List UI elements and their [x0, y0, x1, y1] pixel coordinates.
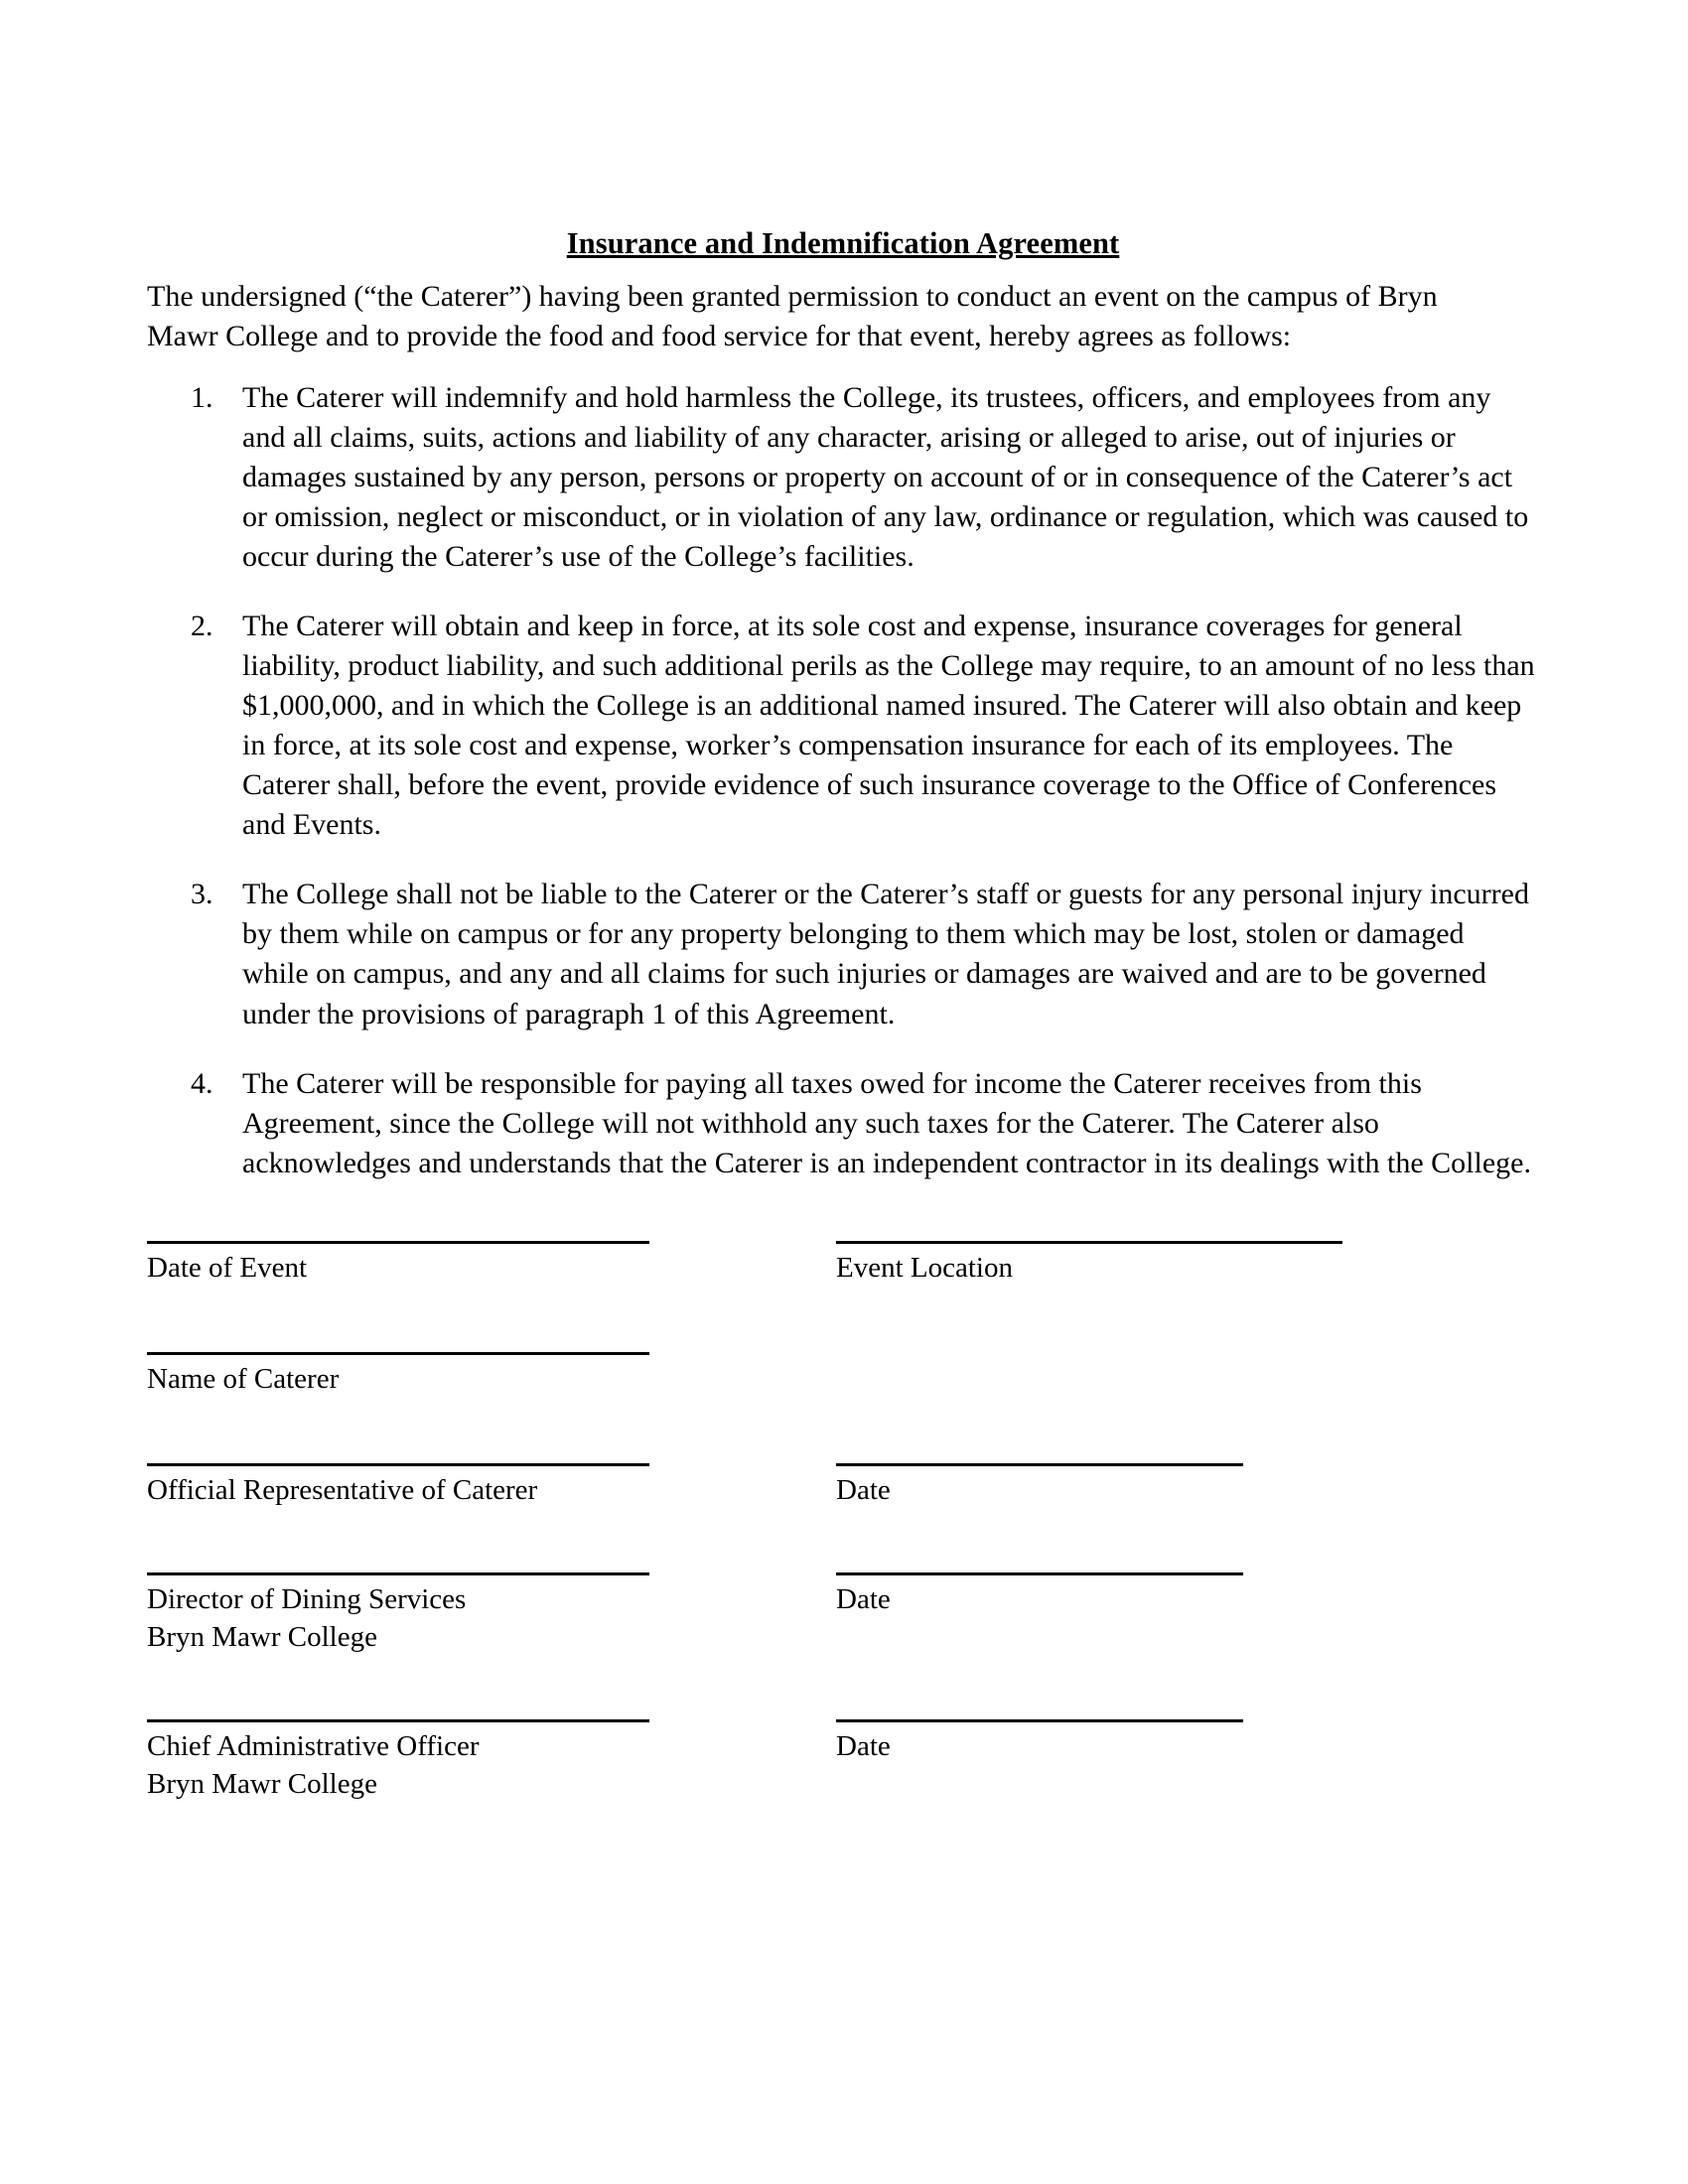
signature-rule: [836, 1719, 1243, 1722]
signature-row-5: [147, 1719, 1537, 1866]
clause-number: 3.: [191, 878, 213, 911]
clause-list: [147, 378, 1537, 1183]
signature-label: Chief Administrative Officer: [147, 1729, 480, 1762]
signature-field-director-dining-services[interactable]: [147, 1572, 649, 1657]
signature-rule: [147, 1241, 649, 1244]
intro-paragraph: The undersigned (“the Caterer”) having been granted permission to conduct an event on the campus of Bryn Mawr College and to provide the food and food service for that event, hereby agrees as follows:: [147, 280, 1438, 352]
signature-label: Name of Caterer: [147, 1362, 340, 1395]
signature-rule: [147, 1719, 649, 1722]
page-title: Insurance and Indemnification Agreement: [566, 226, 1120, 260]
clause-text: The Caterer will indemnify and hold harmless the College, its trustees, officers, and employees from any and all claims, suits, actions and liability of any character, arising or alleged to arise, out of injuries or damages sustained by any person, persons or property on account of or in consequence of the Caterer’s act or omission, neglect or misconduct, or in violation of any law, ordinance or regulation, which was caused to occur during the Caterer’s use of the College’s facilities.: [242, 380, 1529, 574]
signature-field-name-of-caterer[interactable]: [147, 1352, 649, 1399]
signature-row-3: [147, 1463, 1537, 1572]
signature-label: Date of Event: [147, 1251, 308, 1284]
signature-label: Event Location: [836, 1251, 1013, 1284]
clause-item-2: [147, 607, 1537, 845]
signature-label: Date: [836, 1473, 891, 1506]
signature-field-date-director[interactable]: [836, 1572, 1243, 1619]
signature-rule: [147, 1352, 649, 1355]
signature-field-official-representative[interactable]: [147, 1463, 649, 1510]
signature-field-date-of-event[interactable]: [147, 1241, 649, 1288]
clause-text: The Caterer will obtain and keep in force, at its sole cost and expense, insurance coverages for general liability, product liability, and such additional perils as the College may require, to an amount of no less than $1,000,000, and in which the College is an additional named insured. The Caterer will also obtain and keep in force, at its sole cost and expense, worker’s compensation insurance for each of its employees. The Caterer shall, before the event, provide evidence of such insurance coverage to the Office of Conferences and Events.: [242, 610, 1535, 842]
signature-row-1: [147, 1241, 1537, 1352]
signature-rule: [836, 1241, 1342, 1244]
clause-number: 1.: [191, 380, 213, 414]
signature-rule: [147, 1463, 649, 1466]
signature-field-date-representative[interactable]: [836, 1463, 1243, 1510]
clause-number: 2.: [191, 610, 213, 643]
signature-label-org: Bryn Mawr College: [147, 1768, 377, 1801]
signature-row-2: [147, 1352, 1537, 1463]
clause-item-1: [147, 378, 1537, 577]
signature-label: Official Representative of Caterer: [147, 1473, 538, 1506]
signature-rule: [147, 1572, 649, 1575]
clause-number: 4.: [191, 1066, 213, 1100]
signature-rule: [836, 1572, 1243, 1575]
clause-text: The College shall not be liable to the Caterer or the Caterer’s staff or guests for any personal injury incurred by them while on campus or for any property belonging to them which may be lost, stolen or damaged while on campus, and any and all claims for such injuries or damages are waived and are to be governed under the provisions of paragraph 1 of this Agreement.: [242, 878, 1529, 1030]
clause-item-3: [147, 875, 1537, 1033]
clause-text: The Caterer will be responsible for paying all taxes owed for income the Caterer receives from this Agreement, since the College will not withhold any such taxes for the Caterer. The Caterer also acknowledges and understands that the Caterer is an independent contractor in its dealings with the College.: [242, 1066, 1531, 1179]
signature-field-event-location[interactable]: [836, 1241, 1342, 1288]
signature-label: Date: [836, 1582, 891, 1615]
signature-rule: [836, 1463, 1243, 1466]
signature-row-4: [147, 1572, 1537, 1719]
signature-field-date-cao[interactable]: [836, 1719, 1243, 1766]
signature-area: [147, 1241, 1537, 1866]
signature-label-org: Bryn Mawr College: [147, 1621, 377, 1654]
clause-item-4: [147, 1064, 1537, 1183]
signature-label: Director of Dining Services: [147, 1582, 467, 1615]
signature-label: Date: [836, 1729, 891, 1762]
signature-field-chief-administrative-officer[interactable]: [147, 1719, 649, 1804]
